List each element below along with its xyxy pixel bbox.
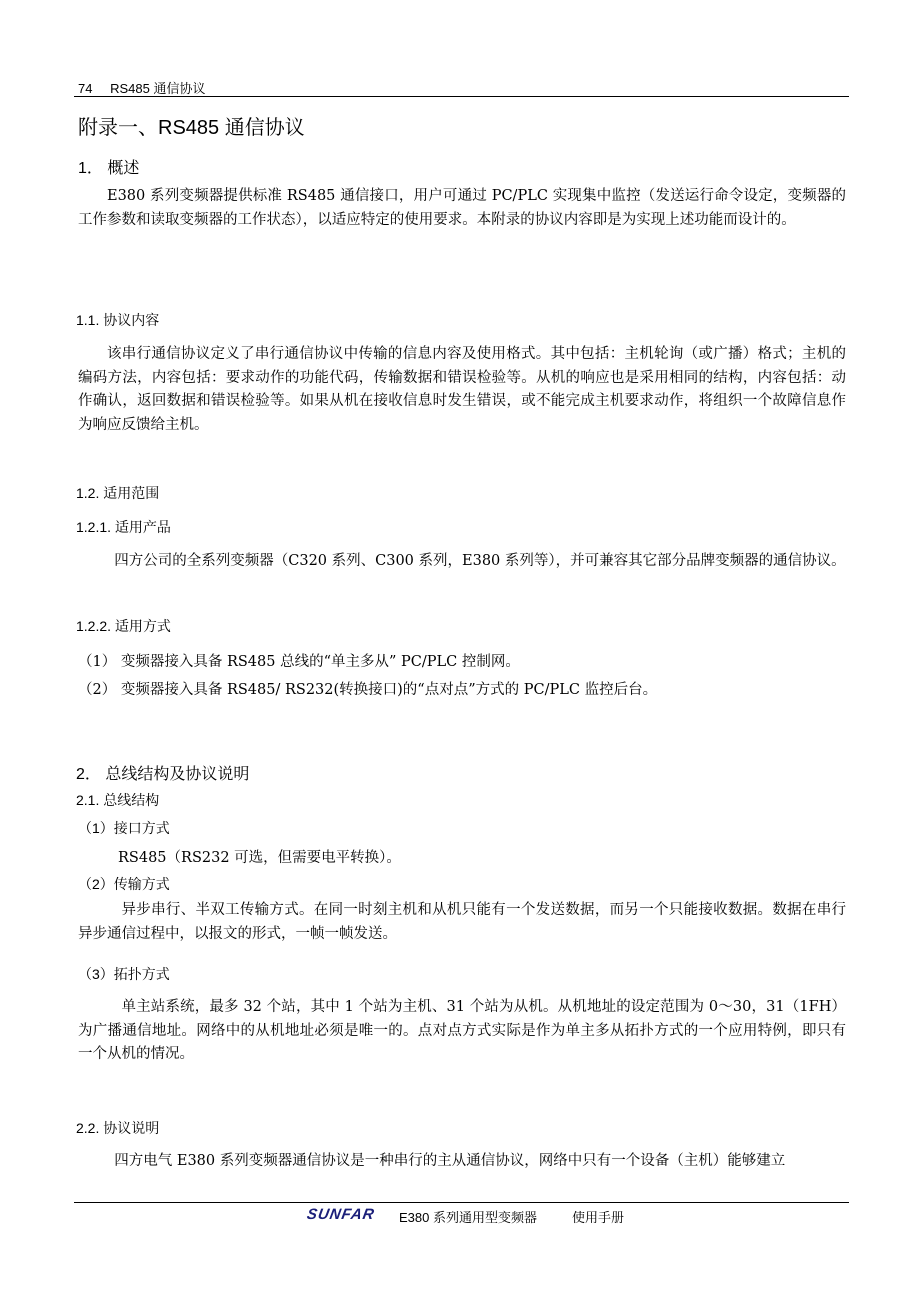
section-1-2-2-heading: 1.2.2. 适用方式: [76, 618, 171, 634]
header-rule: [74, 96, 849, 97]
footer-rule: [74, 1202, 849, 1203]
page-number: 74: [78, 81, 93, 96]
transfer-mode-label: （2）传输方式: [78, 876, 170, 892]
transfer-mode-text: 异步串行、半双工传输方式。在同一时刻主机和从机只能有一个发送数据，而另一个只能接收数据。数据在串行异步通信过程中，以报文的形式，一帧一帧发送。: [78, 902, 846, 942]
section-1-1-text: 该串行通信协议定义了串行通信协议中传输的信息内容及使用格式。其中包括：主机轮询（或广播）格式；主机的编码方法，内容包括：要求动作的功能代码，传输数据和错误检验等。从机的响应也是采用相同的结构，内容包括：动作确认，返回数据和错误检验等。如果从机在接收信息时发生错误，或不能完成主机要求动作，将组织一个故障信息作为响应反馈给主机。: [78, 346, 846, 433]
brand-logo: SUNFAR: [305, 1206, 377, 1223]
list-item: （1） 变频器接入具备 RS485 总线的“单主多从” PC/PLC 控制网。: [78, 654, 520, 670]
interface-mode-label: （1）接口方式: [78, 820, 170, 836]
section-1-text: E380 系列变频器提供标准 RS485 通信接口，用户可通过 PC/PLC 实现集中监控（发送运行命令设定，变频器的工作参数和读取变频器的工作状态），以适应特定的使用要求。本附录的协议内容即是为实现上述功能而设计的。: [78, 188, 846, 228]
header-title: RS485 通信协议: [110, 81, 206, 96]
section-1-heading: 1． 概述: [78, 160, 140, 177]
section-1-1-heading: 1.1. 协议内容: [76, 312, 160, 328]
interface-mode-text: RS485（RS232 可选，但需要电平转换）。: [118, 850, 401, 866]
section-1-2-heading: 1.2. 适用范围: [76, 485, 160, 501]
section-2-heading: 2． 总线结构及协议说明: [76, 766, 250, 783]
section-1-2-1-text: 四方公司的全系列变频器（C320 系列、C300 系列，E380 系列等），并可兼容其它部分品牌变频器的通信协议。: [114, 553, 846, 569]
section-2-1-heading: 2.1. 总线结构: [76, 792, 160, 808]
appendix-title: 附录一、RS485 通信协议: [78, 117, 305, 139]
page-header: [78, 78, 205, 97]
topology-label: （3）拓扑方式: [78, 966, 170, 982]
section-2-2-heading: 2.2. 协议说明: [76, 1120, 160, 1136]
topology-text: 单主站系统，最多 32 个站，其中 1 个站为主机、31 个站为从机。从机地址的设定范围为 0～30，31（1FH）为广播通信地址。网络中的从机地址必须是唯一的。点对点方式实际是作为单主多从拓扑方式的一个应用特例，即只有一个从机的情况。: [78, 999, 846, 1062]
section-1-2-1-heading: 1.2.1. 适用产品: [76, 519, 171, 535]
list-item: （2） 变频器接入具备 RS485/ RS232(转换接口)的“点对点”方式的 PC/PLC 监控后台。: [78, 682, 658, 698]
section-2-2-text: 四方电气 E380 系列变频器通信协议是一种串行的主从通信协议，网络中只有一个设备（主机）能够建立: [114, 1153, 786, 1169]
footer-manual: 使用手册: [572, 1210, 625, 1225]
footer-product: E380 系列通用型变频器: [399, 1210, 537, 1225]
